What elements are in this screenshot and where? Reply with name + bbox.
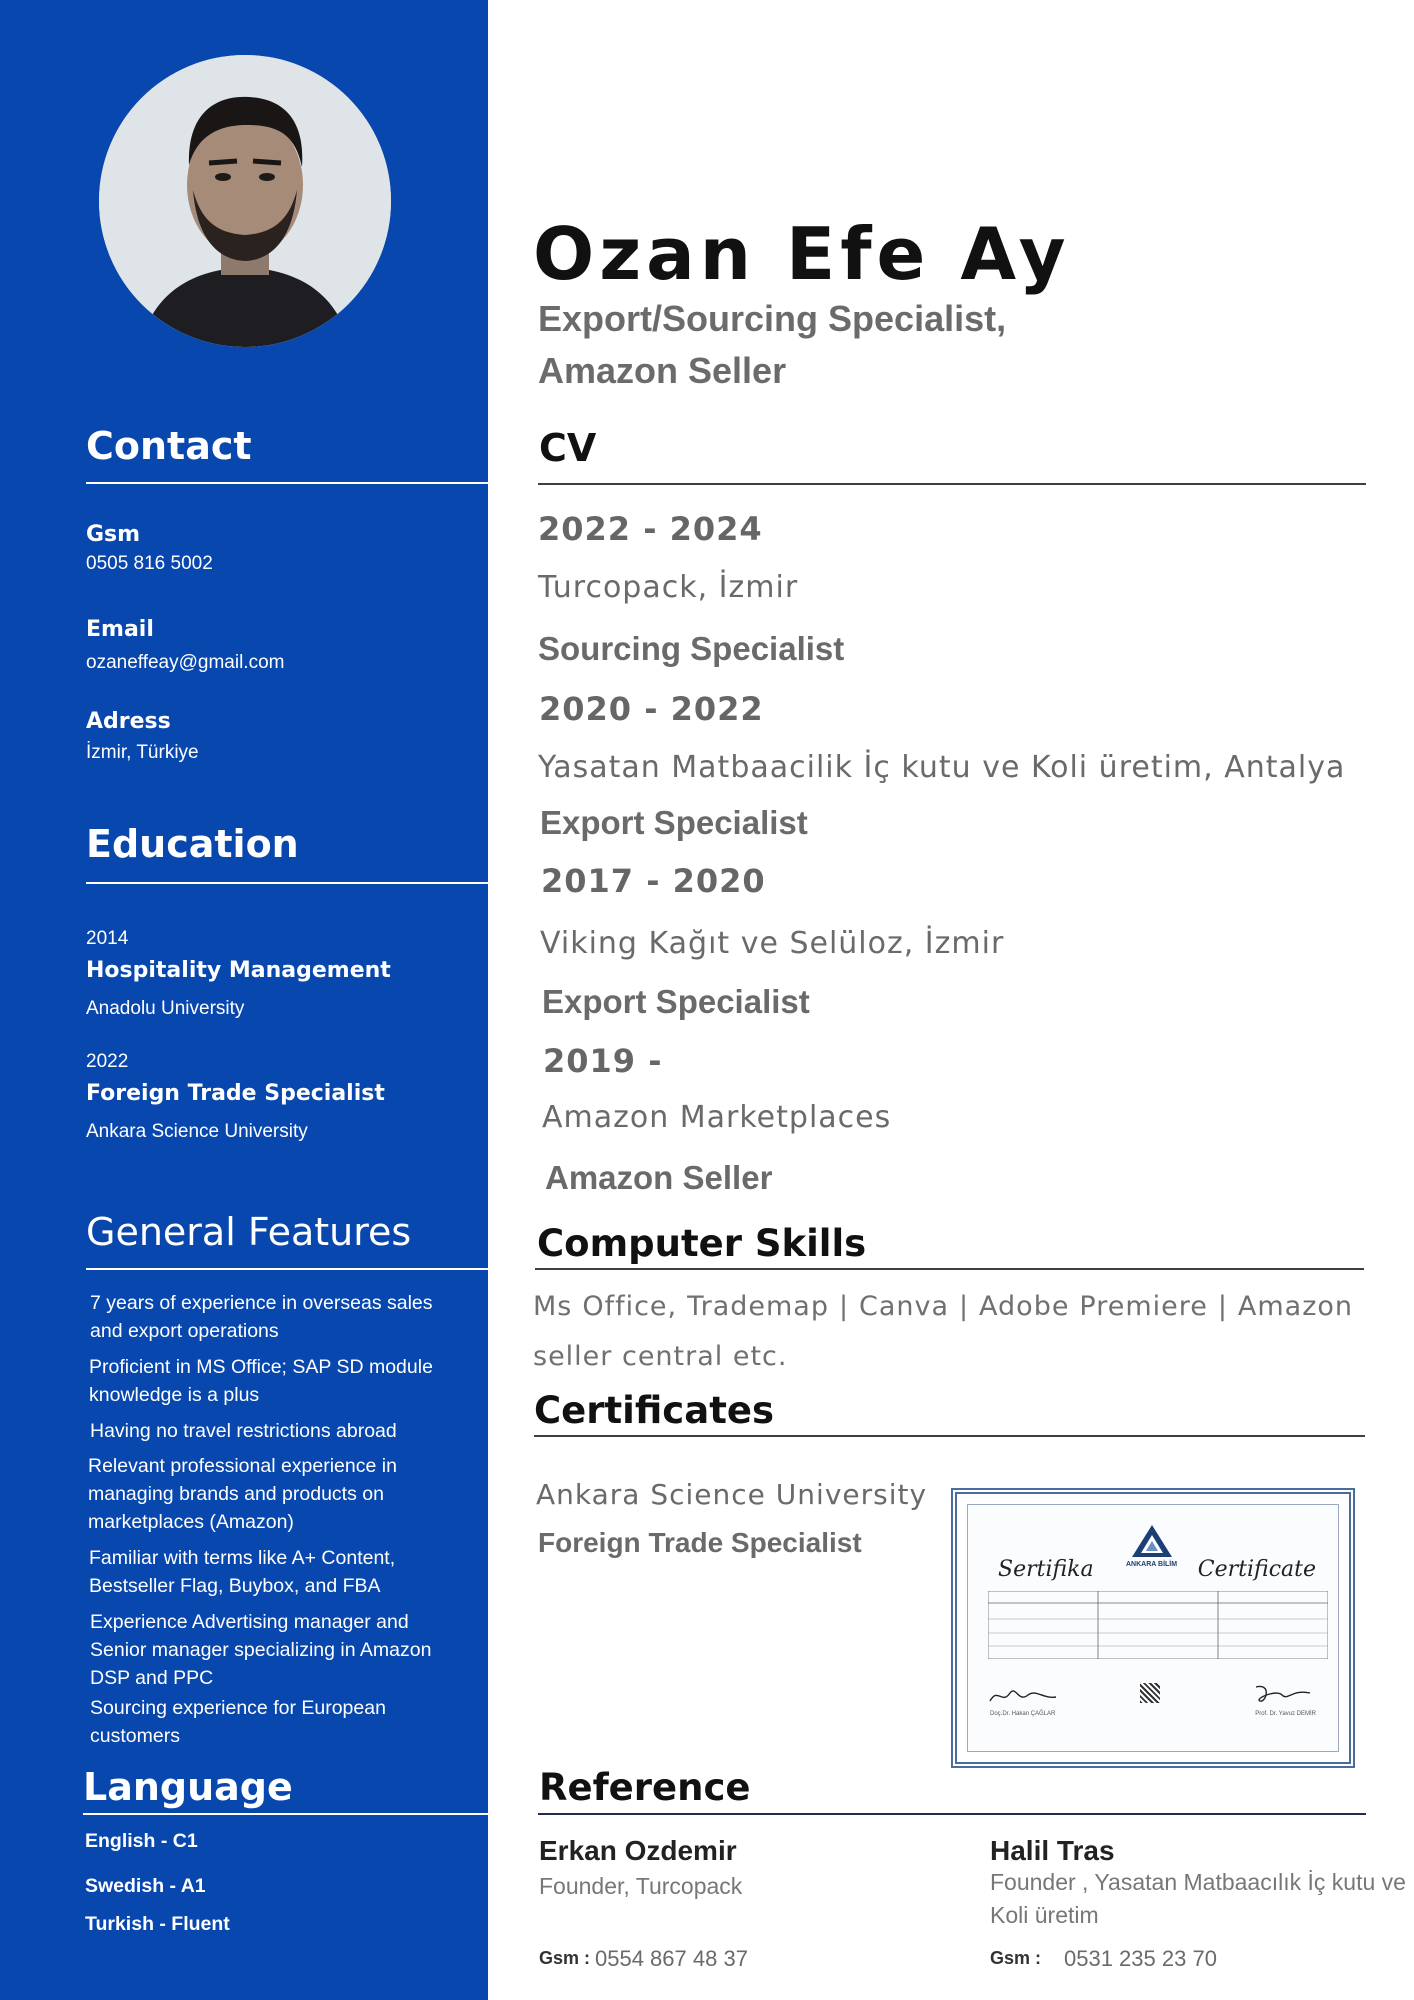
education-degree: Hospitality Management [86, 958, 391, 983]
job-company: Viking Kağıt ve Selüloz, İzmir [540, 926, 1005, 961]
certificates-divider [534, 1435, 1365, 1437]
education-heading: Education [86, 822, 299, 866]
reference-divider [538, 1813, 1366, 1815]
education-degree: Foreign Trade Specialist [86, 1081, 385, 1106]
job-role: Amazon Seller [545, 1159, 773, 1196]
person-title: Export/Sourcing Specialist, [538, 298, 1007, 339]
reference-heading: Reference [539, 1766, 751, 1809]
reference-name: Halil Tras [990, 1835, 1115, 1866]
certificate-title-en: Certificate [1197, 1557, 1316, 1582]
university-logo-text: ANKARA BİLİM [1126, 1561, 1178, 1568]
signatory-name: Doç.Dr. Hakan ÇAĞLAR [990, 1711, 1056, 1717]
language-divider [83, 1813, 488, 1815]
gsm-value: 0505 816 5002 [86, 553, 213, 574]
skills-divider [535, 1268, 1364, 1270]
email-label: Email [86, 617, 154, 642]
job-company: Amazon Marketplaces [542, 1100, 892, 1135]
skills-text: Ms Office, Trademap | Canva | Adobe Premiere | Amazon seller central etc. [533, 1291, 1353, 1372]
language-item: Swedish - A1 [85, 1875, 206, 1897]
reference-gsm-label: Gsm : [539, 1948, 591, 1968]
signature-icon [1252, 1681, 1312, 1707]
email-value: ozaneffeay@gmail.com [86, 652, 285, 673]
features-divider [86, 1268, 488, 1270]
skills-heading: Computer Skills [537, 1222, 867, 1265]
person-title: Amazon Seller [538, 350, 787, 391]
certificates-heading: Certificates [534, 1389, 774, 1432]
reference-role: Founder, Turcopack [539, 1873, 743, 1899]
education-year: 2022 [86, 1051, 129, 1072]
language-heading: Language [83, 1765, 293, 1809]
certificate-name: Foreign Trade Specialist [538, 1527, 862, 1558]
reference-role: Founder , Yasatan Matbaacılık İç kutu ve Koli üretim [990, 1869, 1406, 1928]
certificate-title-tr: Sertifika [998, 1557, 1094, 1582]
person-name: Ozan Efe Ay [533, 212, 1071, 296]
job-role: Export Specialist [542, 983, 810, 1020]
qr-code-icon [1140, 1683, 1160, 1703]
address-label: Adress [86, 709, 171, 734]
contact-divider [86, 482, 488, 484]
job-years: 2020 - 2022 [539, 690, 764, 728]
feature-item: Sourcing experience for European customers [90, 1697, 386, 1747]
profile-photo [99, 55, 391, 347]
certificate-institution: Ankara Science University [536, 1478, 928, 1511]
feature-item: 7 years of experience in overseas sales and export operations [90, 1292, 433, 1342]
job-role: Export Specialist [540, 804, 808, 841]
education-school: Anadolu University [86, 998, 245, 1019]
feature-item: Relevant professional experience in managing brands and products on marketplaces (Amazon) [88, 1455, 397, 1533]
gsm-label: Gsm [86, 522, 141, 547]
university-logo-icon [1130, 1523, 1174, 1559]
certificate-image [951, 1488, 1355, 1768]
job-role: Sourcing Specialist [538, 630, 845, 667]
cv-divider [538, 483, 1366, 485]
features-heading: General Features [86, 1210, 412, 1254]
certificate-table [988, 1591, 1328, 1659]
reference-name: Erkan Ozdemir [539, 1835, 737, 1866]
cv-heading: CV [539, 426, 597, 470]
reference-gsm-label: Gsm : [990, 1948, 1042, 1968]
feature-item: Proficient in MS Office; SAP SD module knowledge is a plus [89, 1356, 433, 1406]
feature-item: Experience Advertising manager and Senior manager specializing in Amazon DSP and PPC [90, 1611, 432, 1689]
education-school: Ankara Science University [86, 1121, 308, 1142]
reference-gsm: 0531 235 23 70 [1064, 1946, 1217, 1971]
feature-item: Familiar with terms like A+ Content, Bestseller Flag, Buybox, and FBA [89, 1547, 396, 1597]
language-item: Turkish - Fluent [85, 1913, 230, 1935]
address-value: İzmir, Türkiye [86, 742, 199, 763]
job-years: 2019 - [543, 1042, 663, 1080]
feature-item: Having no travel restrictions abroad [90, 1420, 397, 1442]
job-company: Yasatan Matbaacilik İç kutu ve Koli üretim, Antalya [538, 750, 1346, 785]
signatory-name: Prof. Dr. Yavuz DEMİR [1255, 1711, 1316, 1717]
education-year: 2014 [86, 928, 129, 949]
reference-gsm: 0554 867 48 37 [595, 1946, 748, 1971]
job-years: 2017 - 2020 [541, 862, 766, 900]
education-divider [86, 882, 488, 884]
job-company: Turcopack, İzmir [538, 570, 799, 605]
language-item: English - C1 [85, 1830, 198, 1852]
signature-icon [988, 1683, 1058, 1707]
contact-heading: Contact [86, 424, 252, 468]
job-years: 2022 - 2024 [538, 510, 763, 548]
